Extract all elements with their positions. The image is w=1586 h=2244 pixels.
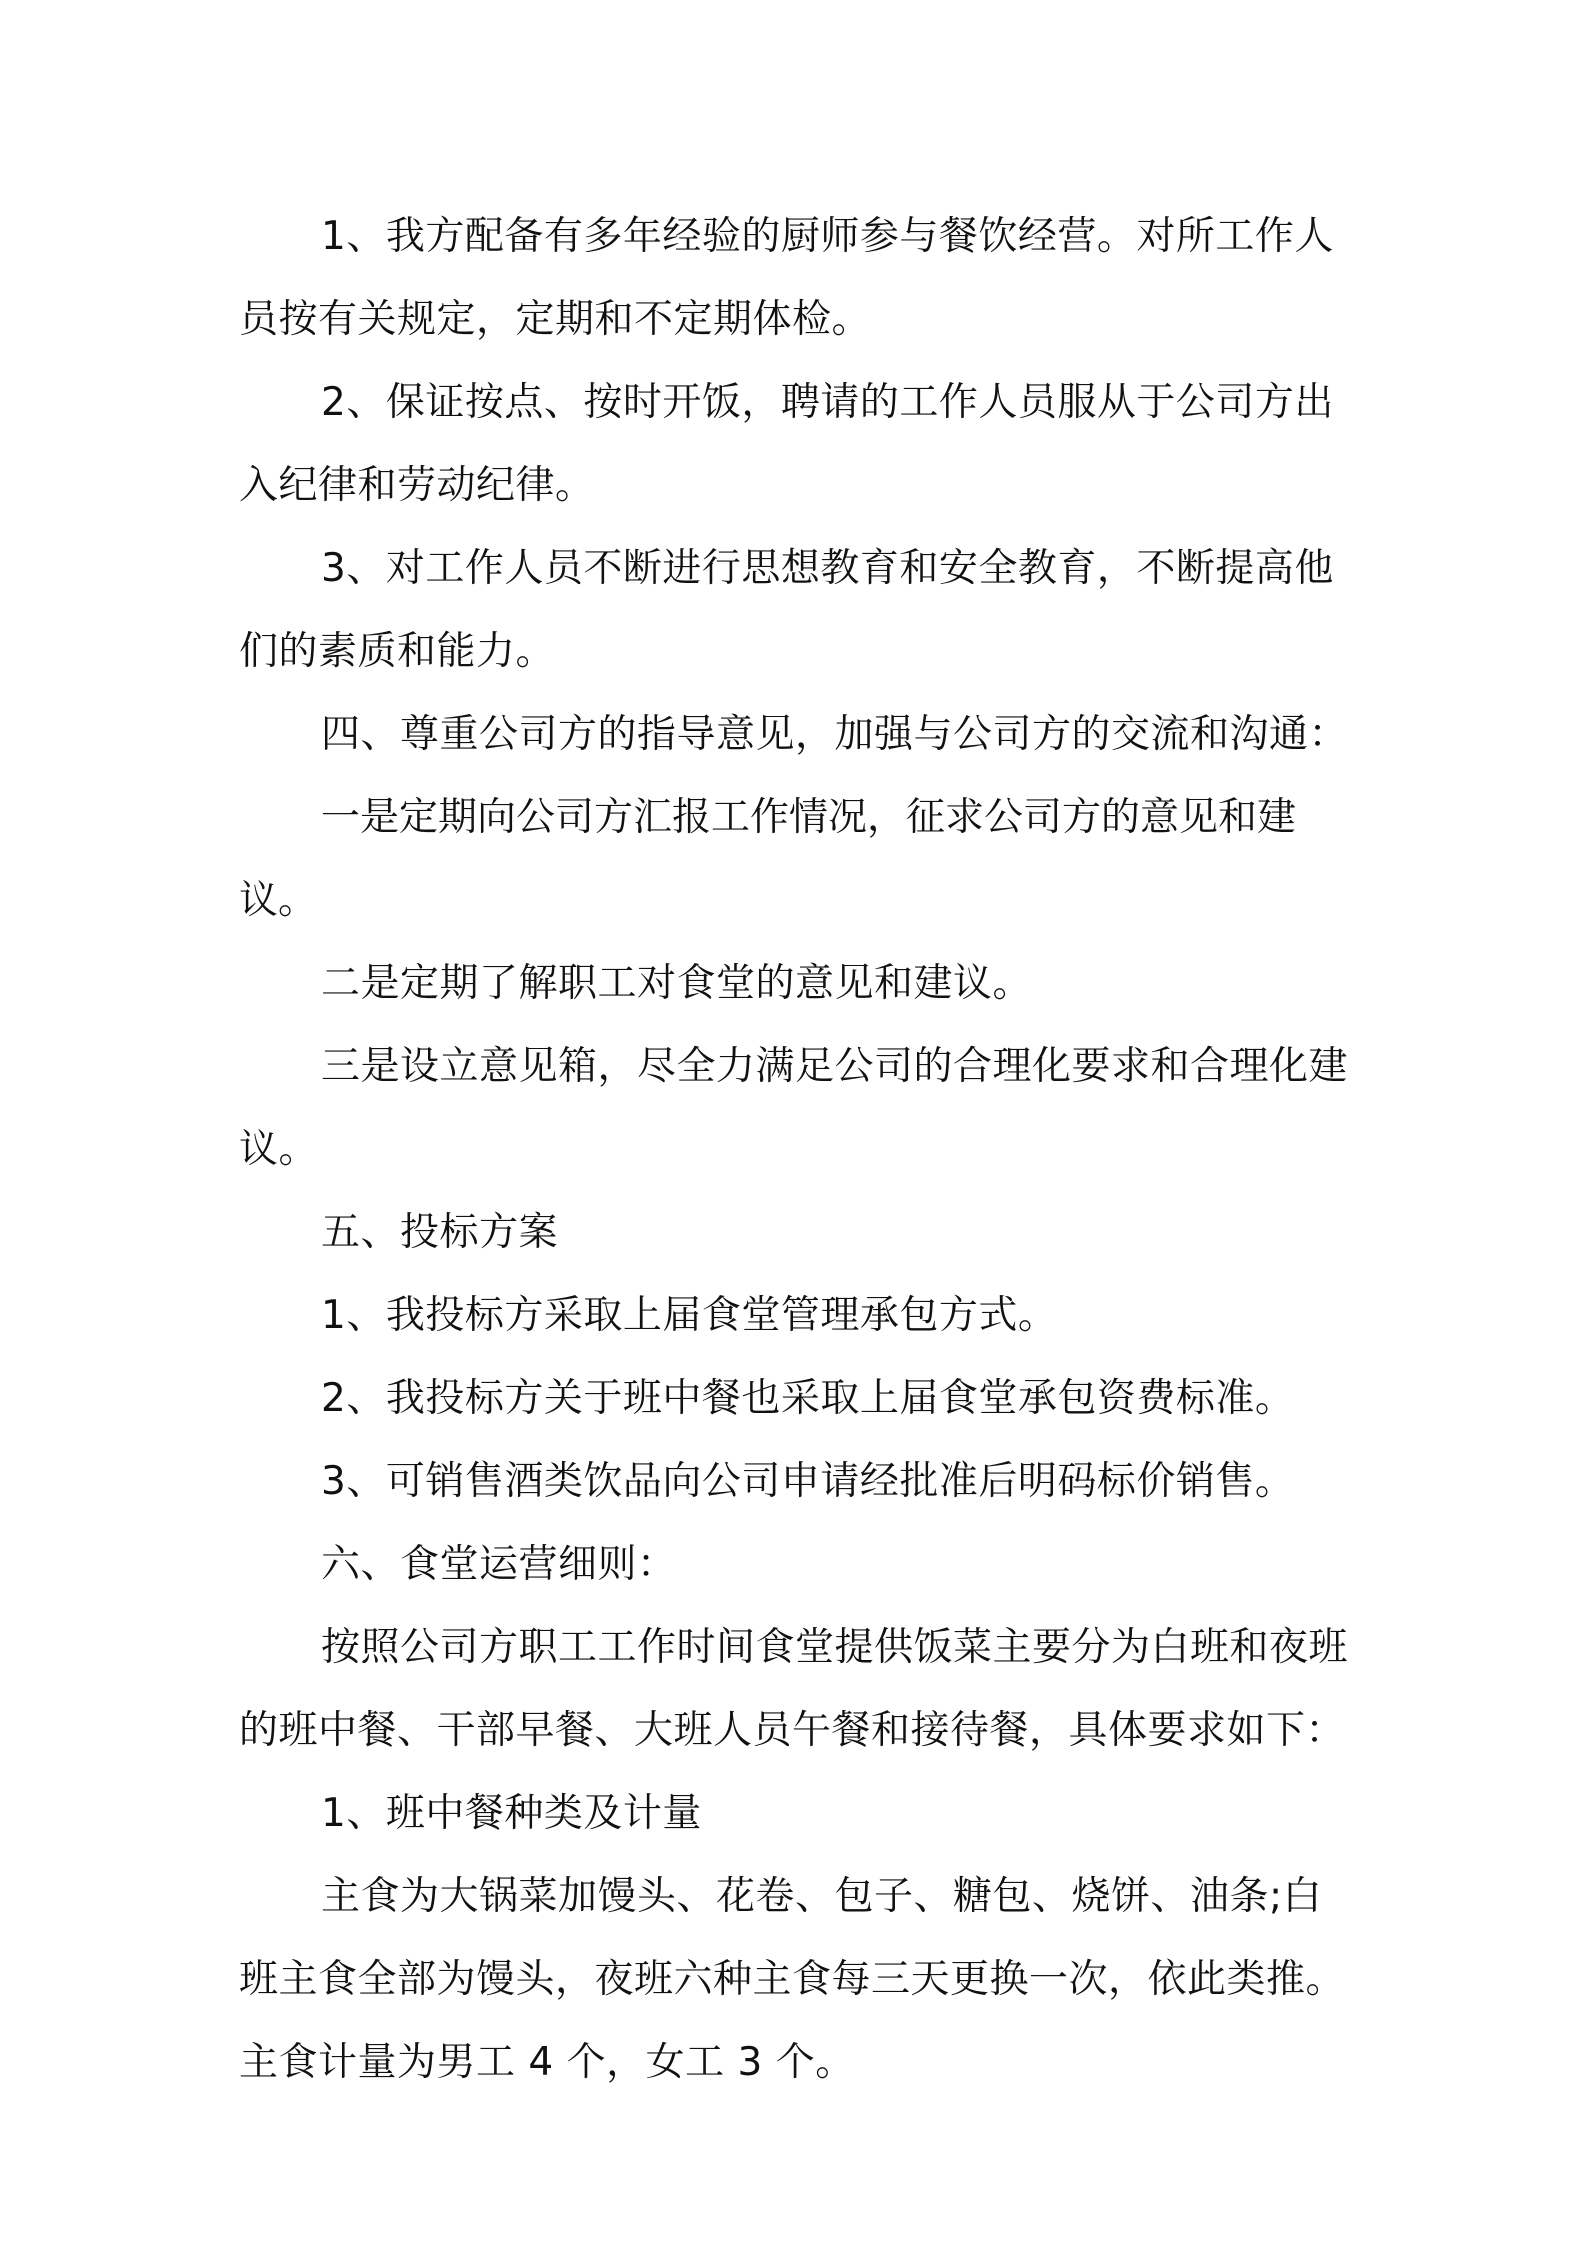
- paragraph-bid-fees: 2、我投标方关于班中餐也采取上届食堂承包资费标准。: [321, 1376, 1295, 1421]
- paragraph-employee-opinions: 二是定期了解职工对食堂的意见和建议。: [321, 961, 1033, 1006]
- paragraph-staff-education: 3、对工作人员不断进行思想教育和安全教育，不断提高他们的素质和能力。: [239, 546, 1334, 674]
- paragraph-staff-chefs: 1、我方配备有多年经验的厨师参与餐饮经营。对所工作人员按有关规定，定期和不定期体检。: [239, 214, 1334, 342]
- paragraph-meal-types: 按照公司方职工工作时间食堂提供饭菜主要分为白班和夜班的班中餐、干部早餐、大班人员午餐和接待餐，具体要求如下：: [239, 1625, 1349, 1753]
- paragraph-beverage-sales: 3、可销售酒类饮品向公司申请经批准后明码标价销售。: [321, 1459, 1295, 1504]
- paragraph-suggestion-box: 三是设立意见箱，尽全力满足公司的合理化要求和合理化建议。: [239, 1044, 1349, 1172]
- paragraph-report-work: 一是定期向公司方汇报工作情况，征求公司方的意见和建议。: [239, 795, 1297, 923]
- paragraph-bid-method: 1、我投标方采取上届食堂管理承包方式。: [321, 1293, 1058, 1338]
- paragraph-staple-food: 主食为大锅菜加馒头、花卷、包子、糖包、烧饼、油条;白班主食全部为馒头，夜班六种主食每三天更换一次，依此类推。主食计量为男工 4 个，女工 3 个。: [239, 1874, 1346, 2085]
- subheading-shift-meal: 1、班中餐种类及计量: [321, 1791, 702, 1836]
- paragraph-meal-times: 2、保证按点、按时开饭，聘请的工作人员服从于公司方出入纪律和劳动纪律。: [239, 380, 1334, 508]
- section-heading-six: 六、食堂运营细则：: [321, 1542, 677, 1587]
- section-heading-five: 五、投标方案: [321, 1210, 559, 1255]
- document-body: [239, 195, 1359, 2104]
- section-heading-four: 四、尊重公司方的指导意见，加强与公司方的交流和沟通：: [321, 712, 1349, 757]
